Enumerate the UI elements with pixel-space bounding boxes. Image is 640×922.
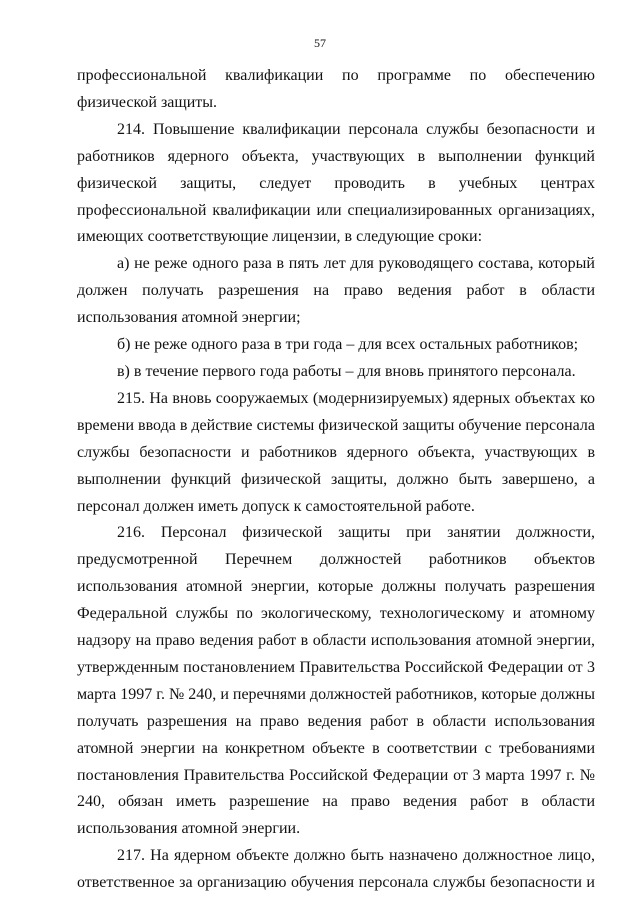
paragraph-214-a: а) не реже одного раза в пять лет для руководящего состава, который должен получать разрешения на право ведения работ в области использования атомной энергии; xyxy=(77,255,595,327)
paragraph-214-b: б) не реже одного раза в три года – для всех остальных работников; xyxy=(117,336,579,354)
document-body xyxy=(77,63,595,897)
paragraph-continuation: профессиональной квалификации по программе по обеспечению физической защиты. xyxy=(77,67,595,111)
paragraph-215: 215. На вновь сооружаемых (модернизируемых) ядерных объектах ко времени ввода в действие системы физической защиты обучение персонала службы безопасности и работников ядерного объекта, участвующих в выполнении функций физической защиты, должно быть завершено, а персонал должен иметь допуск к самостоятельной работе. xyxy=(77,389,595,515)
paragraph-216: 216. Персонал физической защиты при занятии должности, предусмотренной Перечнем должностей работников объектов использования атомной энергии, которые должны получать разрешения Федеральной службы по экологическому, технологическому и атомному надзору на право ведения работ в области использования атомной энергии, утвержденным постановлением Правительства Российской Федерации от 3 марта 1997 г. № 240, и перечнями должностей работников, которые должны получать разрешения на право ведения работ в области использования атомной энергии на конкретном объекте в соответствии с требованиями постановления Правительства Российской Федерации от 3 марта 1997 г. № 240, обязан иметь разрешение на право ведения работ в области использования атомной энергии. xyxy=(77,524,595,838)
page-number: 57 xyxy=(314,36,326,50)
paragraph-217: 217. На ядерном объекте должно быть назначено должностное лицо, ответственное за организацию обучения персонала службы безопасности и xyxy=(77,847,595,892)
paragraph-214: 214. Повышение квалификации персонала службы безопасности и работников ядерного объекта, участвующих в выполнении функций физической защиты, следует проводить в учебных центрах профессиональной квалификации или специализированных организациях, имеющих соответствующие лицензии, в следующие сроки: xyxy=(77,120,595,246)
paragraph-214-c: в) в течение первого года работы – для вновь принятого персонала. xyxy=(117,362,576,380)
